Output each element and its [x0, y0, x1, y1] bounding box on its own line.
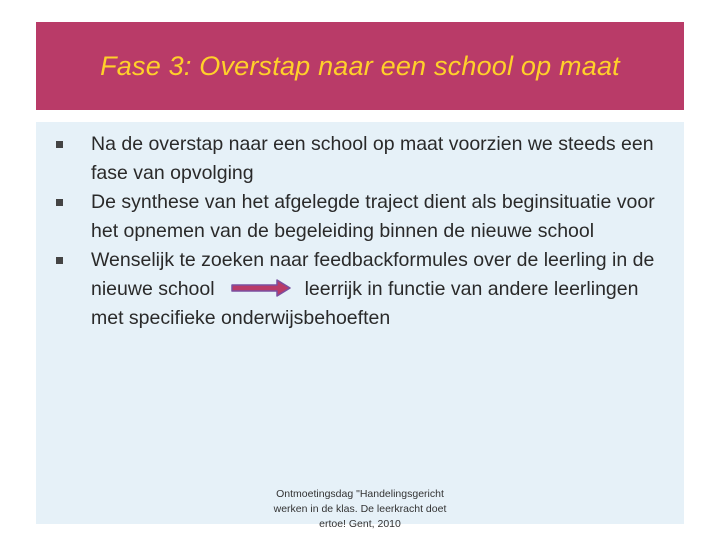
bullet-text: De synthese van het afgelegde traject dient als beginsituatie voor het opnemen van de begeleiding binnen de nieuwe school — [91, 191, 655, 242]
footer-line: Ontmoetingsdag "Handelingsgericht — [276, 488, 444, 500]
bullet-item — [56, 130, 676, 188]
slide-title: Fase 3: Overstap naar een school op maat — [100, 50, 620, 81]
square-bullet-icon — [56, 141, 63, 148]
right-arrow-icon — [231, 279, 291, 297]
title-bar — [36, 22, 684, 110]
footer-line: werken in de klas. De leerkracht doet — [273, 503, 447, 515]
bullet-item — [56, 246, 676, 333]
bullet-list — [56, 130, 676, 333]
content-area — [36, 122, 684, 524]
square-bullet-icon — [56, 257, 63, 264]
footer-note — [260, 487, 460, 532]
bullet-item — [56, 188, 676, 246]
bullet-text: Na de overstap naar een school op maat voorzien we steeds een fase van opvolging — [91, 133, 654, 184]
bullet-text: Wenselijk te zoeken naar feedbackformules over de leerling in de nieuwe school — [91, 249, 655, 300]
footer-line: ertoe! Gent, 2010 — [319, 518, 401, 530]
square-bullet-icon — [56, 199, 63, 206]
bullet-text: leerrijk in functie van andere leerlingen met specifieke onderwijsbehoeften — [91, 278, 639, 329]
